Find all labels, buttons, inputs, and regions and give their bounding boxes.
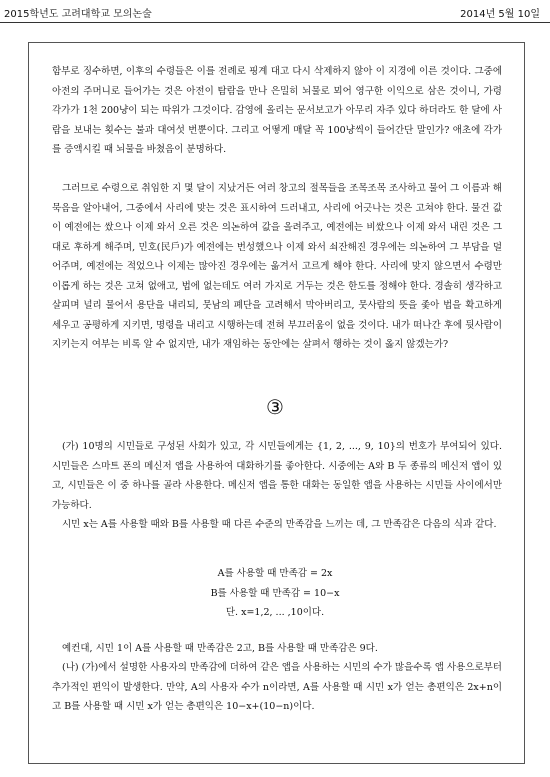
- formula-block: [150, 564, 400, 623]
- problem-example: 예컨대, 시민 1이 A를 사용할 때 만족감은 2고, B를 사용할 때 만족감은 9다.: [62, 643, 378, 654]
- problem-ga-intro: (가) 10명의 시민들로 구성된 사회가 있고, 각 시민들에게는 {1, 2, ..., 9, 10}의 번호가 부여되어 있다. 시민들은 스마트 폰의 메신저 앱을 사용하여 대화하기를 좋아한다. 시중에는 A와 B 두 종류의 메신저 앱이 있고, 시민들은 이 중 하나를 골라 사용한다. 메신저 앱을 통한 대화는 동일한 앱을 사용하는 시민들 사이에서만 가능하다.: [52, 441, 502, 511]
- page-header: [0, 0, 550, 22]
- formula-b: B를 사용할 때 만족감 = 10−x: [210, 587, 340, 599]
- problem-ga-citizen: 시민 x는 A를 사용할 때와 B를 사용할 때 다른 수준의 만족감을 느끼는 데, 그 만족감은 다음의 식과 같다.: [62, 519, 497, 530]
- exam-date: 2014년 5월 10일: [460, 9, 540, 20]
- problem-na: (나) (가)에서 설명한 사용자의 만족감에 더하여 같은 앱을 사용하는 시민의 수가 많을수록 앱 사용으로부터 추가적인 편익이 발생한다. 만약, A의 사용자 수가 n이라면, A를 사용할 때 시민 x가 얻는 총편익은 2x+n이고 B를 사용할 때 시민 x가 얻는 총편익은 10−x+(10−n)이다.: [52, 662, 502, 712]
- header-rule: [0, 22, 550, 23]
- formula-a: A를 사용할 때 만족감 = 2x: [217, 568, 333, 579]
- exam-title: 2015학년도 고려대학교 모의논술: [4, 9, 152, 20]
- passage-paragraph-1: 함부로 징수하면, 이후의 수령들은 이를 전례로 핑계 대고 다시 삭제하지 않아 이 지경에 이른 것이다. 그중에 아전의 주머니로 들어가는 것은 아전이 탐람을 만나 은밀히 뇌물로 뫼어 영구한 이익으로 삼은 것이니, 가령 각가가 1천 200냥이 되는 따위가 그것이다. 감영에 올리는 문서보고가 아무리 자주 있다 하더라도 한 달에 사람을 보내는 횟수는 불과 대여섯 번뿐이다. 그리고 어떻게 매달 꼭 100냥씩이 들어간단 말인가? 애초에 각가를 증액시킬 때 뇌물을 바쳤음이 분명하다.: [52, 66, 502, 155]
- passage-paragraph-2: 그러므로 수령으로 취임한 지 몇 달이 지났거든 여러 창고의 절목들을 조목조목 조사하고 물어 그 이름과 해묵음을 알아내어, 그중에서 사리에 맞는 것은 표시하여 드러내고, 사리에 어긋나는 것은 고쳐야 한다. 물건 값이 예전에는 쌌으나 이제 와서 오른 것은 의논하여 값을 올려주고, 예전에는 비쌌으나 이제 와서 내린 것은 그대로 후하게 해주며, 민호(民戶)가 예전에는 번성했으나 이제 와서 쇠잔해진 경우에는 의논하여 그 부담을 덜어주며, 예전에는 적었으나 이제는 많아진 경우에는 옮겨서 고르게 해야 한다. 사리에 맞지 않으면서 수령만 이롭게 하는 것은 고쳐 없애고, 법에 없는데도 여러 가지로 거두는 것은 한도를 정해야 한다. 경솔히 생각하고 살피며 널리 물어서 용단을 내리되, 뭇남의 폐단을 고려해서 막아버리고, 뭇사람의 뜻을 좇아 법을 확고하게 세우고 공평하게 지키면, 명령을 내리고 시행하는데 전혀 부끄러움이 없을 것이다. 내가 떠나간 후에 뒷사람이 지키는지 여부는 비록 알 수 없지만, 내가 재임하는 동안에는 살펴서 행하는 것이 옳지 않겠는가?: [52, 183, 502, 350]
- formula-condition: 단. x=1,2, ... ,10이다.: [225, 607, 325, 618]
- section-number: ③: [266, 395, 284, 419]
